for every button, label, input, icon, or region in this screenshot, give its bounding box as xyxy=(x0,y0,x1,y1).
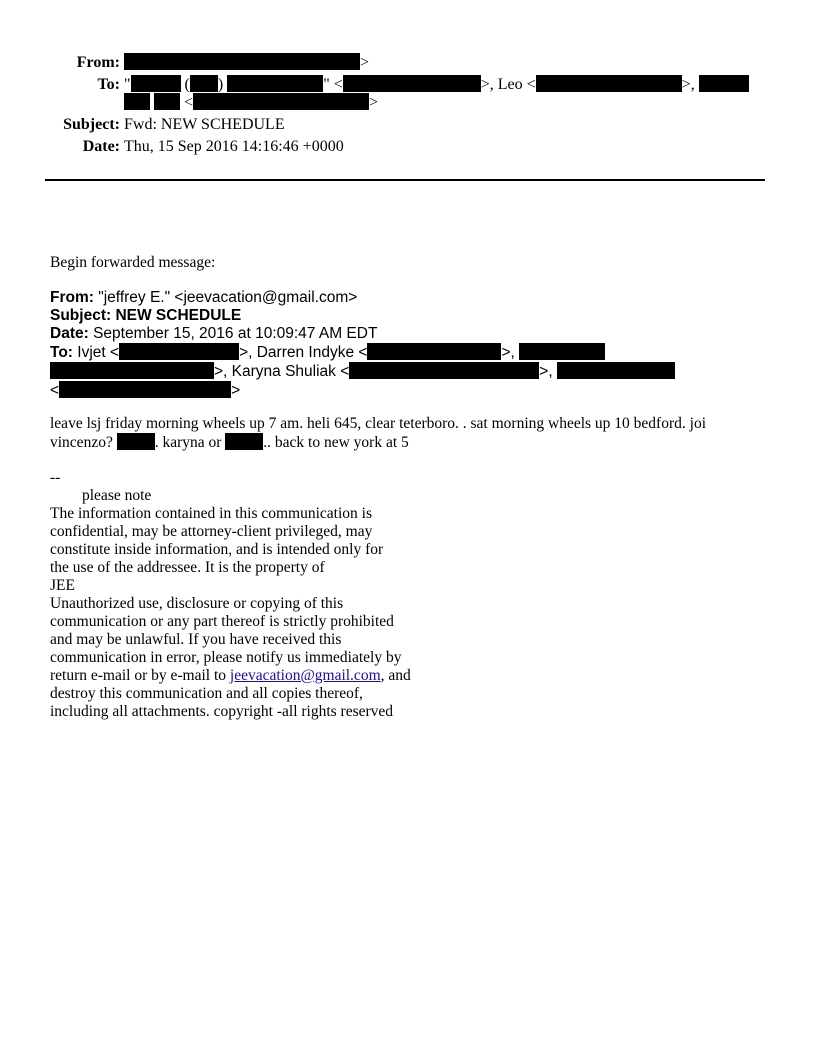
message-text-c: .. back to new york at 5 xyxy=(263,434,409,451)
disclaimer-line-return xyxy=(50,667,411,685)
redacted-block xyxy=(124,53,360,70)
disclaimer-line: JEE xyxy=(50,577,75,594)
redacted-block xyxy=(193,93,369,110)
return-text-a: return e-mail or by e-mail to xyxy=(50,667,230,684)
fwd-to-row xyxy=(50,343,675,362)
redacted-block xyxy=(131,75,181,92)
signature-dashes: -- xyxy=(50,469,61,486)
signature-please-note: please note xyxy=(82,487,152,504)
fwd-to-lt: < xyxy=(50,382,60,399)
disclaimer-line: Unauthorized use, disclosure or copying of this xyxy=(50,595,344,612)
redacted-block xyxy=(225,433,263,450)
to-paren-close: ) xyxy=(217,76,224,93)
subject-label: Subject: xyxy=(63,116,120,133)
date-value: Thu, 15 Sep 2016 14:16:46 +0000 xyxy=(124,138,344,155)
redacted-block xyxy=(519,343,605,360)
redacted-block xyxy=(557,362,675,379)
to-value xyxy=(124,75,749,95)
disclaimer-line: communication in error, please notify us immediately by xyxy=(50,649,402,666)
to-label: To: xyxy=(97,76,120,93)
message-body xyxy=(50,415,770,452)
return-text-b: , and xyxy=(380,667,411,684)
message-text-b: . karyna or xyxy=(154,434,226,451)
disclaimer-line: including all attachments. copyright -all rights reserved xyxy=(50,703,394,720)
message-line-1: leave lsj friday morning wheels up 7 am. heli 645, clear teterboro. . sat morning wheels up 10 bedford. joi xyxy=(50,415,706,432)
disclaimer-line: the use of the addressee. It is the property of xyxy=(50,559,325,576)
disclaimer-line: confidential, may be attorney-client privileged, may xyxy=(50,523,373,540)
fwd-to-karyna: >, Karyna Shuliak < xyxy=(214,363,350,380)
fwd-subject-value: NEW SCHEDULE xyxy=(115,307,242,324)
to-comma: >, xyxy=(681,76,695,93)
redacted-block xyxy=(227,75,323,92)
from-label: From: xyxy=(76,54,120,71)
redacted-block xyxy=(124,93,150,110)
to-paren-open: ( xyxy=(184,76,190,93)
message-line-2 xyxy=(50,433,770,452)
disclaimer-line: and may be unlawful. If you have received this xyxy=(50,631,342,648)
to-quote-open: " xyxy=(124,76,131,93)
from-close: > xyxy=(360,54,370,71)
fwd-date-row xyxy=(50,325,675,343)
subject-value: Fwd: NEW SCHEDULE xyxy=(124,116,285,133)
to-leo: >, Leo < xyxy=(480,76,536,93)
disclaimer-line: destroy this communication and all copies thereof, xyxy=(50,685,363,702)
to-gt: > xyxy=(369,94,379,111)
redacted-block xyxy=(119,343,239,360)
fwd-from-value: "jeffrey E." <jeevacation@gmail.com> xyxy=(98,289,358,306)
header-divider xyxy=(45,179,765,181)
disclaimer-line: constitute inside information, and is intended only for xyxy=(50,541,384,558)
fwd-to-comma1: >, xyxy=(501,344,515,361)
fwd-subject-row xyxy=(50,307,675,325)
disclaimer-line: communication or any part thereof is strictly prohibited xyxy=(50,613,394,630)
signature-block xyxy=(50,469,411,721)
forward-intro: Begin forwarded message: xyxy=(50,254,216,271)
fwd-from-row xyxy=(50,289,675,307)
redacted-block xyxy=(154,93,180,110)
message-text-a: vincenzo? xyxy=(50,434,117,451)
redacted-block xyxy=(699,75,749,92)
fwd-to-label: To: xyxy=(50,344,73,361)
fwd-from-label: From: xyxy=(50,289,94,306)
to-lt: < xyxy=(184,94,194,111)
redacted-block xyxy=(190,75,218,92)
redacted-block xyxy=(349,362,539,379)
from-value xyxy=(124,53,369,73)
fwd-date-label: Date: xyxy=(50,325,89,342)
fwd-to-darren: >, Darren Indyke < xyxy=(239,344,368,361)
fwd-to-ivjet: Ivjet < xyxy=(77,344,120,361)
redacted-block xyxy=(343,75,481,92)
fwd-to-comma2: >, xyxy=(539,363,553,380)
redacted-block xyxy=(117,433,155,450)
to-value-line2 xyxy=(124,93,378,113)
forward-header xyxy=(50,289,675,400)
redacted-block xyxy=(367,343,501,360)
fwd-to-row-2 xyxy=(50,362,675,381)
to-quote-close: " < xyxy=(323,76,343,93)
fwd-to-gt: > xyxy=(231,382,241,399)
redacted-block xyxy=(50,362,214,379)
date-label: Date: xyxy=(82,138,120,155)
redacted-block xyxy=(536,75,682,92)
redacted-block xyxy=(59,381,231,398)
fwd-to-row-3 xyxy=(50,381,675,400)
email-header xyxy=(0,53,816,163)
fwd-date-value: September 15, 2016 at 10:09:47 AM EDT xyxy=(93,325,378,342)
fwd-subject-label: Subject: xyxy=(50,307,112,324)
email-link[interactable]: jeevacation@gmail.com xyxy=(229,667,381,684)
disclaimer-line: The information contained in this communication is xyxy=(50,505,372,522)
